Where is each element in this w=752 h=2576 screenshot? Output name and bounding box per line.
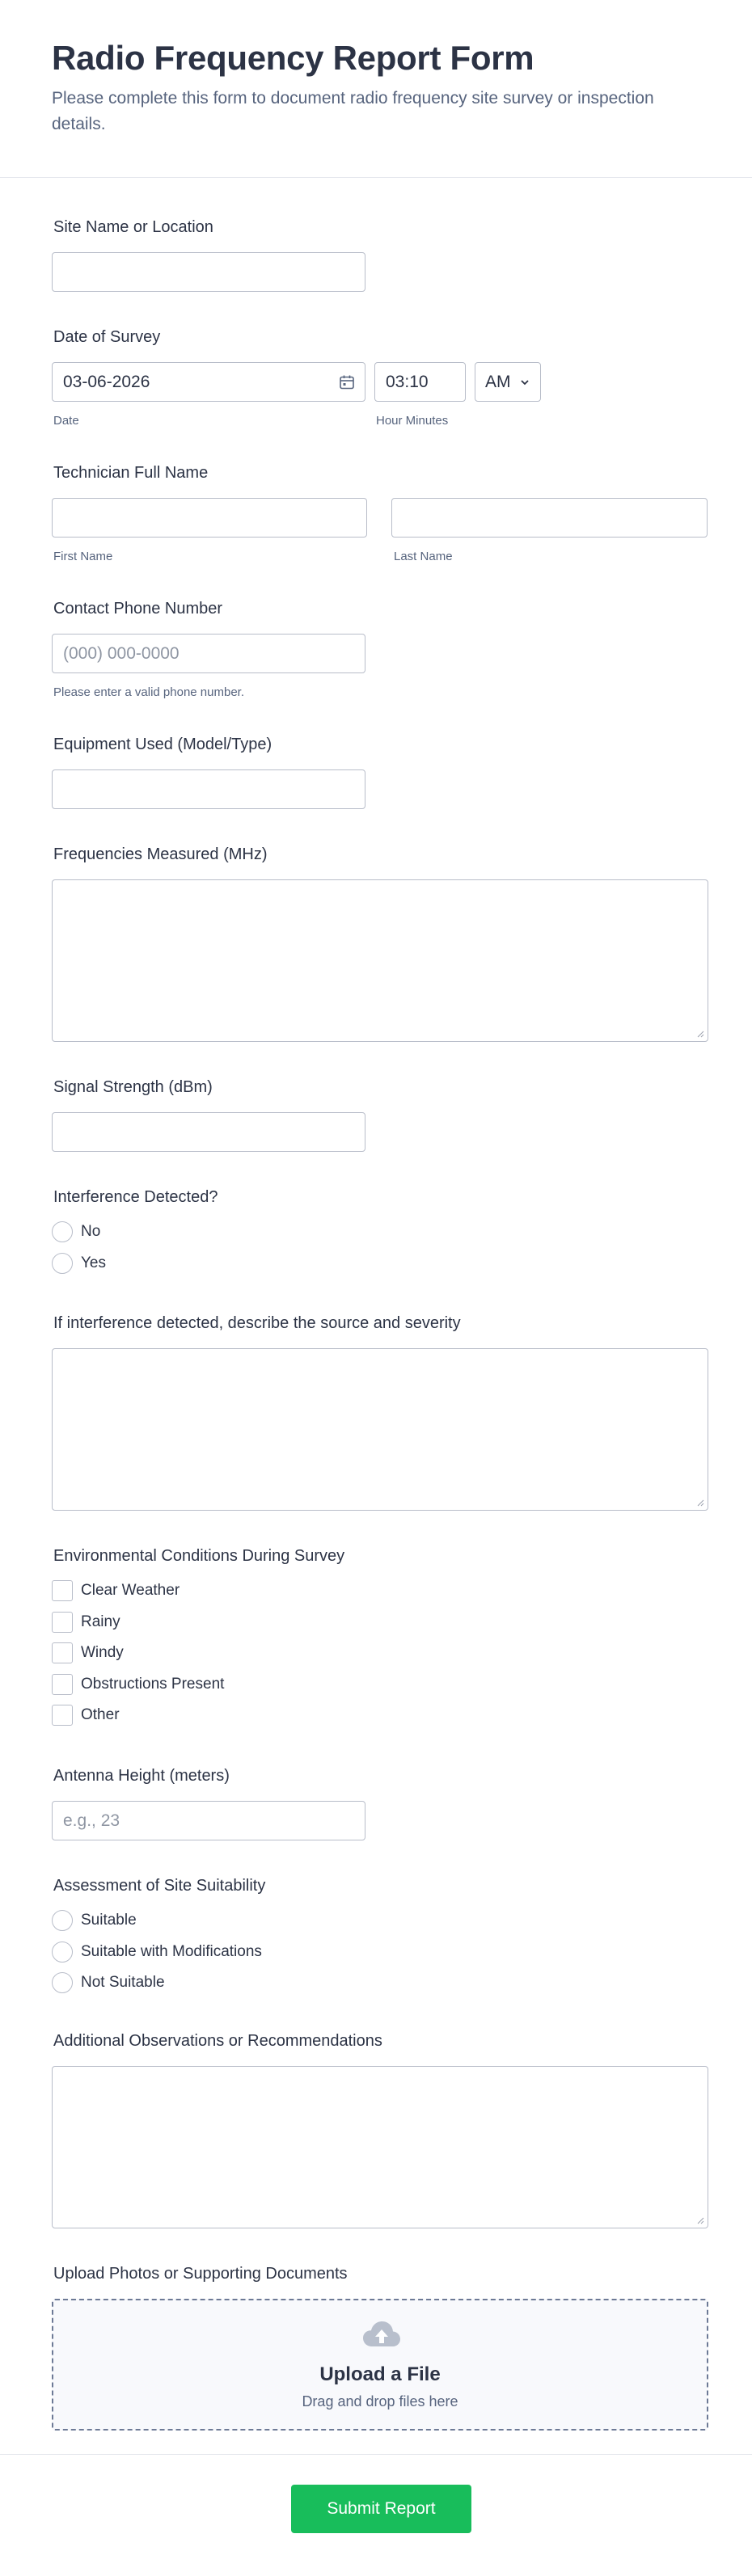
ampm-select[interactable] — [475, 362, 541, 402]
environment-option-other[interactable] — [52, 1705, 120, 1726]
interference-option-no[interactable] — [52, 1221, 100, 1242]
technician-label: Technician Full Name — [53, 464, 209, 482]
upload-label: Upload Photos or Supporting Documents — [53, 2265, 348, 2283]
upload-title: Upload a File — [319, 2363, 441, 2385]
observations-label: Additional Observations or Recommendations — [53, 2032, 382, 2050]
phone-hint: Please enter a valid phone number. — [53, 685, 244, 699]
first-name-input[interactable] — [52, 498, 367, 538]
form-footer — [0, 2454, 752, 2576]
interference-desc-label: If interference detected, describe the source and severity — [53, 1314, 461, 1332]
radio-button[interactable] — [52, 1972, 73, 1993]
suitability-option-modifications[interactable] — [52, 1941, 262, 1963]
suitability-option-suitable[interactable] — [52, 1910, 137, 1931]
radio-label: Yes — [81, 1254, 106, 1271]
cloud-upload-icon — [362, 2320, 401, 2349]
last-name-sublabel: Last Name — [394, 550, 453, 563]
environment-option-clear[interactable] — [52, 1580, 180, 1601]
resize-handle-icon[interactable] — [696, 1499, 704, 1507]
checkbox-label: Windy — [81, 1644, 124, 1661]
suitability-label: Assessment of Site Suitability — [53, 1877, 266, 1895]
chevron-down-icon — [519, 377, 530, 388]
radio-label: No — [81, 1223, 101, 1240]
environment-label: Environmental Conditions During Survey — [53, 1547, 345, 1565]
radio-button[interactable] — [52, 1910, 73, 1931]
environment-option-windy[interactable] — [52, 1642, 124, 1663]
frequencies-textarea[interactable] — [52, 879, 708, 1042]
date-sublabel: Date — [53, 414, 79, 428]
checkbox-label: Clear Weather — [81, 1582, 180, 1599]
interference-desc-textarea[interactable] — [52, 1348, 708, 1511]
environment-option-rainy[interactable] — [52, 1612, 120, 1633]
time-input[interactable] — [374, 362, 466, 402]
time-value: 03:10 — [386, 372, 429, 391]
radio-label: Not Suitable — [81, 1974, 165, 1991]
radio-button[interactable] — [52, 1253, 73, 1274]
resize-handle-icon[interactable] — [696, 2216, 704, 2224]
site-name-label: Site Name or Location — [53, 218, 213, 236]
checkbox[interactable] — [52, 1705, 73, 1726]
phone-input[interactable] — [52, 634, 365, 673]
checkbox-label: Rainy — [81, 1613, 120, 1630]
checkbox[interactable] — [52, 1674, 73, 1695]
interference-label: Interference Detected? — [53, 1188, 218, 1206]
phone-placeholder: (000) 000-0000 — [63, 643, 180, 663]
antenna-height-input[interactable] — [52, 1801, 365, 1840]
date-value: 03-06-2026 — [63, 372, 150, 391]
date-input[interactable] — [52, 362, 365, 402]
form-header — [0, 0, 752, 178]
radio-label: Suitable with Modifications — [81, 1943, 262, 1960]
date-of-survey-label: Date of Survey — [53, 328, 161, 346]
equipment-input[interactable] — [52, 769, 365, 809]
time-sublabel: Hour Minutes — [376, 414, 449, 428]
site-name-input[interactable] — [52, 252, 365, 292]
calendar-icon[interactable] — [339, 374, 355, 390]
phone-label: Contact Phone Number — [53, 600, 223, 618]
file-upload-dropzone[interactable] — [52, 2299, 708, 2431]
ampm-value: AM — [485, 372, 511, 391]
page-title: Radio Frequency Report Form — [52, 39, 534, 77]
checkbox[interactable] — [52, 1642, 73, 1663]
environment-option-obstructions[interactable] — [52, 1674, 224, 1695]
checkbox-label: Obstructions Present — [81, 1676, 225, 1693]
radio-button[interactable] — [52, 1221, 73, 1242]
interference-option-yes[interactable] — [52, 1253, 106, 1274]
page-subtitle: Please complete this form to document radio frequency site survey or inspection details. — [52, 89, 654, 133]
resize-handle-icon[interactable] — [696, 1030, 704, 1038]
checkbox[interactable] — [52, 1580, 73, 1601]
checkbox[interactable] — [52, 1612, 73, 1633]
first-name-sublabel: First Name — [53, 550, 113, 563]
suitability-option-not-suitable[interactable] — [52, 1972, 165, 1993]
submit-button[interactable]: Submit Report — [291, 2485, 471, 2533]
signal-strength-input[interactable] — [52, 1112, 365, 1152]
signal-strength-label: Signal Strength (dBm) — [53, 1078, 213, 1096]
radio-label: Suitable — [81, 1912, 137, 1929]
antenna-height-label: Antenna Height (meters) — [53, 1767, 230, 1785]
radio-button[interactable] — [52, 1941, 73, 1963]
antenna-height-placeholder: e.g., 23 — [63, 1811, 120, 1830]
last-name-input[interactable] — [391, 498, 708, 538]
upload-subtitle: Drag and drop files here — [302, 2393, 458, 2409]
observations-textarea[interactable] — [52, 2066, 708, 2228]
frequencies-label: Frequencies Measured (MHz) — [53, 845, 268, 863]
equipment-label: Equipment Used (Model/Type) — [53, 736, 272, 753]
checkbox-label: Other — [81, 1706, 120, 1723]
